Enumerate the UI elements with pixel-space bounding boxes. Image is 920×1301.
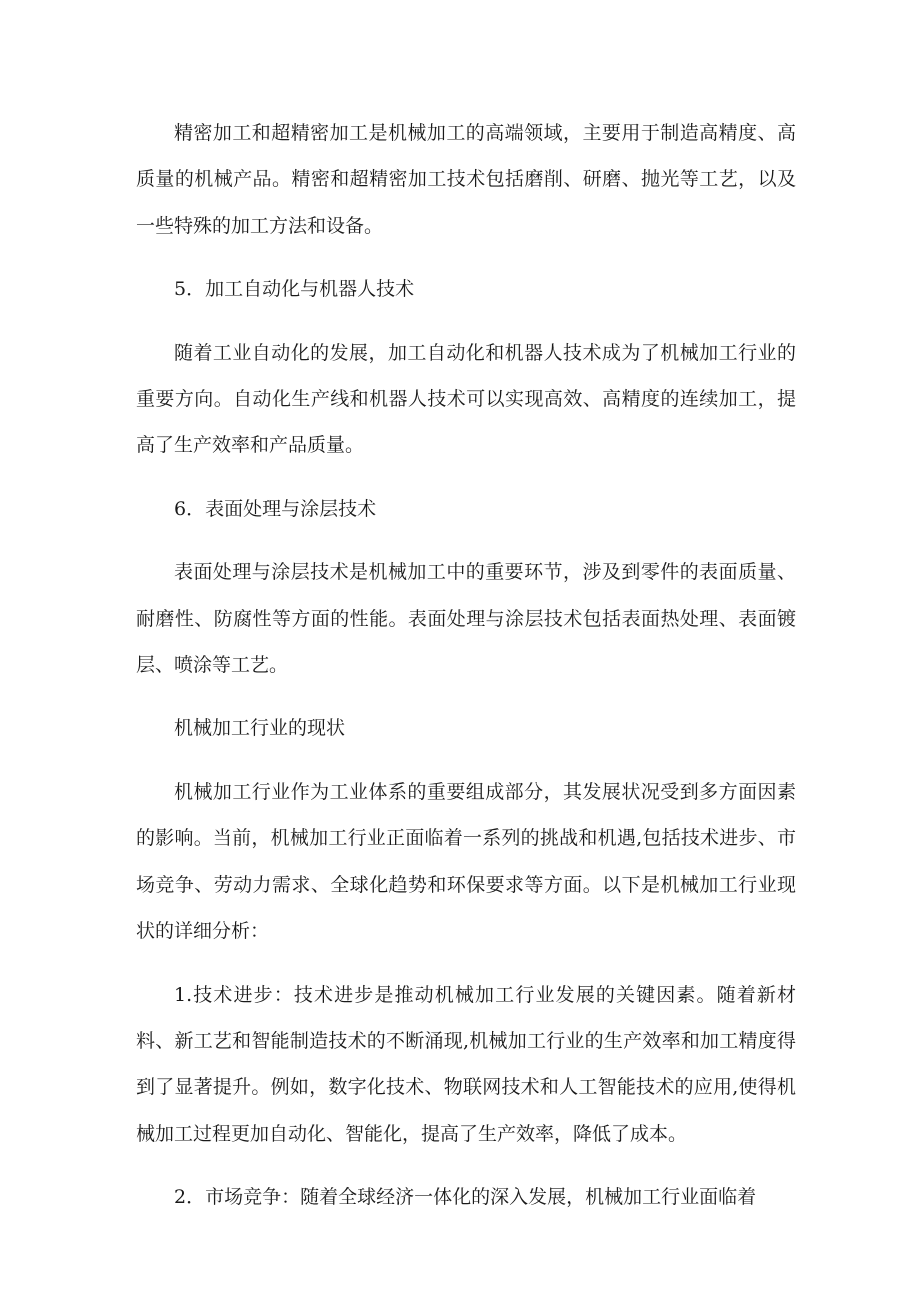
document-body bbox=[136, 110, 796, 1221]
section-heading-surface-treatment: 6．表面处理与涂层技术 bbox=[174, 497, 377, 520]
paragraph-automation: 随着工业自动化的发展，加工自动化和机器人技术成为了机械加工行业的重要方向。自动化生产线和机器人技术可以实现高效、高精度的连续加工，提高了生产效率和产品质量。 bbox=[136, 341, 796, 457]
section-heading-industry-status: 机械加工行业的现状 bbox=[174, 717, 346, 740]
paragraph-market-competition: 2．市场竞争：随着全球经济一体化的深入发展，机械加工行业面临着 bbox=[174, 1186, 757, 1209]
section-heading-automation: 5．加工自动化与机器人技术 bbox=[174, 278, 415, 301]
paragraph-precision-machining: 精密加工和超精密加工是机械加工的高端领域，主要用于制造高精度、高质量的机械产品。精密和超精密加工技术包括磨削、研磨、抛光等工艺，以及一些特殊的加工方法和设备。 bbox=[136, 122, 796, 237]
paragraph-surface-treatment: 表面处理与涂层技术是机械加工中的重要环节，涉及到零件的表面质量、耐磨性、防腐性等方面的性能。表面处理与涂层技术包括表面热处理、表面镀层、喷涂等工艺。 bbox=[136, 561, 796, 677]
paragraph-tech-progress: 1.技术进步：技术进步是推动机械加工行业发展的关键因素。随着新材料、新工艺和智能制造技术的不断涌现,机械加工行业的生产效率和加工精度得到了显著提升。例如，数字化技术、物联网技术和人工智能技术的应用,使得机械加工过程更加自动化、智能化，提高了生产效率，降低了成本。 bbox=[136, 983, 796, 1145]
paragraph-industry-status: 机械加工行业作为工业体系的重要组成部分，其发展状况受到多方面因素的影响。当前，机械加工行业正面临着一系列的挑战和机遇,包括技术进步、市场竞争、劳动力需求、全球化趋势和环保要求等方面。以下是机械加工行业现状的详细分析： bbox=[136, 780, 796, 943]
